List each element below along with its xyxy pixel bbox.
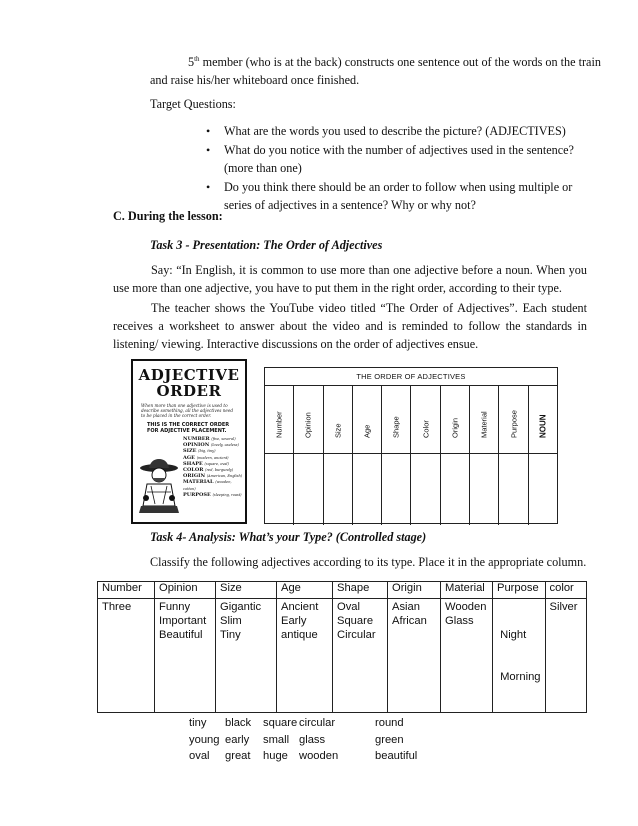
poster-item: SHAPE (square, oval) xyxy=(183,460,229,467)
cowboy-illustration-icon xyxy=(137,458,181,514)
poster-item: AGE (modern, ancient) xyxy=(183,454,229,461)
header-color: color xyxy=(545,582,586,599)
cell-word: Glass xyxy=(445,615,474,627)
poster-subtitle: THIS IS THE CORRECT ORDER FOR ADJECTIVE PLACEMENT. xyxy=(147,422,230,434)
cell-word: Night xyxy=(497,629,527,641)
order-col-age xyxy=(353,386,382,525)
order-col-size xyxy=(324,386,353,525)
target-questions-label: Target Questions: xyxy=(150,97,236,111)
task3-title: Task 3 - Presentation: The Order of Adjectives xyxy=(150,238,383,252)
cell-origin[interactable] xyxy=(388,599,441,713)
word-bank-word: great xyxy=(225,750,251,762)
word-bank-word: wooden xyxy=(299,750,339,762)
header-opinion: Opinion xyxy=(155,582,216,599)
target-question-3: • Do you think there should be an order to follow when using multiple or series of adjectives in a sentence? Why or why not? xyxy=(206,178,588,214)
cell-opinion[interactable] xyxy=(155,599,216,713)
word-bank-word: circular xyxy=(299,717,336,729)
order-col-origin xyxy=(441,386,470,525)
cell-word: Beautiful xyxy=(159,629,203,641)
order-col-color xyxy=(411,386,440,525)
cell-word: Funny xyxy=(159,601,191,613)
order-of-adjectives-grid xyxy=(264,367,558,524)
word-bank-word: young xyxy=(189,734,220,746)
poster-item: SIZE (big, tiny) xyxy=(183,448,216,455)
task4-instruction: Classify the following adjectives according to its type. Place it in the appropriate column. xyxy=(150,555,587,569)
word-bank-word: oval xyxy=(189,750,210,762)
cell-word: Gigantic xyxy=(220,601,262,613)
cell-purpose[interactable] xyxy=(493,599,546,713)
cell-word: Ancient xyxy=(281,601,319,613)
word-bank-word: huge xyxy=(263,750,288,762)
intro-line-2: and raise his/her whiteboard once finished. xyxy=(150,73,360,87)
header-age: Age xyxy=(277,582,333,599)
cell-word: Circular xyxy=(337,629,376,641)
order-col-label: Purpose xyxy=(509,410,519,438)
word-bank-word: round xyxy=(375,717,404,729)
target-question-2: • What do you notice with the number of adjectives used in the sentence? (more than one) xyxy=(206,141,588,177)
cell-material[interactable] xyxy=(441,599,493,713)
order-col-shape xyxy=(382,386,411,525)
cell-word: Morning xyxy=(497,671,541,683)
word-bank-word: green xyxy=(375,734,404,746)
section-c-heading: C. During the lesson: xyxy=(113,209,223,223)
order-col-label: Opinion xyxy=(303,412,313,438)
table-header-row xyxy=(98,582,587,599)
table-row xyxy=(98,599,587,713)
task3-paragraph-1: Say: “In English, it is common to use more than one adjective before a noun. When you use more than one adjective, you have to put them in the right order, according to their type. xyxy=(113,263,587,295)
cell-word: Three xyxy=(102,601,132,613)
poster-intro: When more than one adjective is used to describe something, all the adjectives need to be placed in the correct order. xyxy=(141,403,234,418)
order-col-label: Age xyxy=(362,424,372,438)
header-shape: Shape xyxy=(333,582,388,599)
order-col-label: Material xyxy=(479,411,489,438)
poster-item: NUMBER (five, several) xyxy=(183,436,236,442)
task4-title: Task 4- Analysis: What’s your Type? (Controlled stage) xyxy=(150,530,427,544)
cell-word: Wooden xyxy=(445,601,487,613)
cell-word: Slim xyxy=(220,615,242,627)
word-bank-word: small xyxy=(263,734,290,746)
classify-table xyxy=(97,581,587,713)
poster-item: ORIGIN (American, English) xyxy=(183,473,243,480)
poster-title-2: ORDER xyxy=(156,382,222,400)
word-bank-word: beautiful xyxy=(375,750,418,762)
target-question-1: • What are the words you used to describe the picture? (ADJECTIVES) xyxy=(206,122,588,140)
cell-word: Important xyxy=(159,615,207,627)
cell-age[interactable] xyxy=(277,599,333,713)
order-col-label: NOUN xyxy=(538,414,548,438)
poster-item: MATERIAL (wooden, cotton) xyxy=(183,479,232,491)
cell-word: Silver xyxy=(549,601,578,613)
word-bank-word: black xyxy=(225,717,252,729)
word-bank-word: square xyxy=(263,717,298,729)
cell-size[interactable] xyxy=(216,599,277,713)
word-bank-word: tiny xyxy=(189,717,207,729)
order-col-label: Shape xyxy=(391,416,401,438)
cell-word: Tiny xyxy=(220,629,241,641)
cell-word: Asian xyxy=(392,601,420,613)
order-col-label: Size xyxy=(333,423,343,438)
cell-number[interactable] xyxy=(98,599,155,713)
order-col-label: Origin xyxy=(450,417,460,438)
cell-word: Early xyxy=(281,615,307,627)
order-col-opinion xyxy=(294,386,323,525)
poster-order-list xyxy=(183,436,245,498)
cell-shape[interactable] xyxy=(333,599,388,713)
word-bank-word: glass xyxy=(299,734,326,746)
header-number: Number xyxy=(98,582,155,599)
poster-item: PURPOSE (sleeping, roast) xyxy=(183,491,242,498)
order-grid-title: THE ORDER OF ADJECTIVES xyxy=(265,368,557,386)
order-col-label: Color xyxy=(421,420,431,438)
cell-word: Oval xyxy=(337,601,361,613)
adjective-order-poster xyxy=(131,359,247,524)
cell-word: Square xyxy=(337,615,374,627)
poster-item: OPINION (lovely, useless) xyxy=(183,442,239,449)
poster-title-1: ADJECTIVE xyxy=(138,366,240,384)
order-col-material xyxy=(470,386,499,525)
cell-word: antique xyxy=(281,629,318,641)
word-bank-word: early xyxy=(225,734,250,746)
order-col-number xyxy=(265,386,294,525)
poster-item: COLOR (red, burgundy) xyxy=(183,467,234,474)
cell-word: African xyxy=(392,615,427,627)
order-col-label: Number xyxy=(274,411,284,438)
header-purpose: Purpose xyxy=(493,582,546,599)
intro-line-1: 5th member (who is at the back) constructs one sentence out of the words on the train xyxy=(188,55,601,69)
target-questions-list xyxy=(206,122,588,215)
header-material: Material xyxy=(441,582,493,599)
order-col-purpose xyxy=(499,386,528,525)
task3-paragraph-2: The teacher shows the YouTube video titled “The Order of Adjectives”. Each student receives a worksheet to answer about the video and is reminded to follow the standards in listening/ viewing. Interactive discussions on the order of adjectives ensue. xyxy=(113,301,587,351)
header-size: Size xyxy=(216,582,277,599)
order-col-noun xyxy=(529,386,557,525)
cell-color[interactable] xyxy=(545,599,586,713)
header-origin: Origin xyxy=(388,582,441,599)
